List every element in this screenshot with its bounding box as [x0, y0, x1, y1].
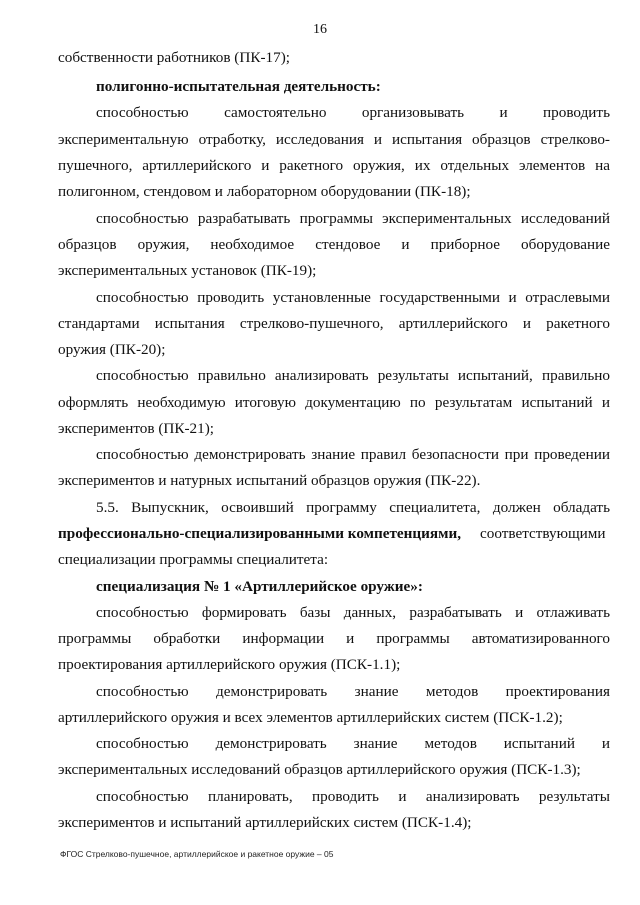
- text-line: способностью демонстрировать знание методов испытаний и: [96, 735, 610, 752]
- text-line: способностью демонстрировать знание правил безопасности при проведении: [96, 446, 610, 463]
- text-line: экспериментальную отработку, исследования и испытания образцов стрелково-: [58, 131, 610, 148]
- text-line: оформлять необходимую итоговую документацию по результатам испытаний и: [58, 394, 610, 411]
- text-line: способностью проводить установленные государственными и отраслевыми: [96, 289, 610, 306]
- text-line: специализации программы специалитета:: [58, 551, 329, 568]
- text-line: пушечного, артиллерийского и ракетного оружия, их отдельных элементов на: [58, 157, 610, 174]
- text-line: полигонном, стендовом и лабораторном оборудовании (ПК-18);: [58, 183, 471, 200]
- page-footer: ФГОС Стрелково-пушечное, артиллерийское и ракетное оружие – 05: [60, 849, 334, 859]
- text-line: стандартами испытания стрелково-пушечного, артиллерийского и ракетного: [58, 315, 610, 332]
- text-line: экспериментов (ПК-21);: [58, 420, 215, 437]
- section-heading: специализация № 1 «Артиллерийское оружие»:: [96, 578, 423, 595]
- text-line: собственности работников (ПК-17);: [58, 49, 290, 66]
- text-line: способностью демонстрировать знание методов проектирования: [96, 683, 610, 700]
- text-line: экспериментов и натурных испытаний образцов оружия (ПК-22).: [58, 472, 481, 489]
- page-number: 16: [313, 22, 327, 37]
- section-heading: полигонно-испытательная деятельность:: [96, 78, 381, 95]
- text-line: образцов оружия, необходимое стендовое и приборное оборудование: [58, 236, 610, 253]
- text-line: способностью правильно анализировать результаты испытаний, правильно: [96, 367, 610, 384]
- text-line: соответствующими: [480, 525, 606, 542]
- text-line: 5.5. Выпускник, освоивший программу специалитета, должен обладать: [96, 499, 610, 516]
- text-line: оружия (ПК-20);: [58, 341, 166, 358]
- text-line: способностью самостоятельно организовывать и проводить: [96, 104, 610, 121]
- text-line: экспериментов и испытаний артиллерийских систем (ПСК-1.4);: [58, 814, 472, 831]
- text-line: программы обработки информации и программы автоматизированного: [58, 630, 610, 647]
- text-line: экспериментальных установок (ПК-19);: [58, 262, 317, 279]
- text-line: экспериментальных исследований образцов артиллерийского оружия (ПСК-1.3);: [58, 761, 581, 778]
- text-line: способностью разрабатывать программы экспериментальных исследований: [96, 210, 610, 227]
- text-line: проектирования артиллерийского оружия (ПСК-1.1);: [58, 656, 401, 673]
- text-line: способностью планировать, проводить и анализировать результаты: [96, 788, 610, 805]
- text-line: артиллерийского оружия и всех элементов артиллерийских систем (ПСК-1.2);: [58, 709, 563, 726]
- text-line: способностью формировать базы данных, разрабатывать и отлаживать: [96, 604, 610, 621]
- bold-term: профессионально-специализированными компетенциями,: [58, 525, 462, 542]
